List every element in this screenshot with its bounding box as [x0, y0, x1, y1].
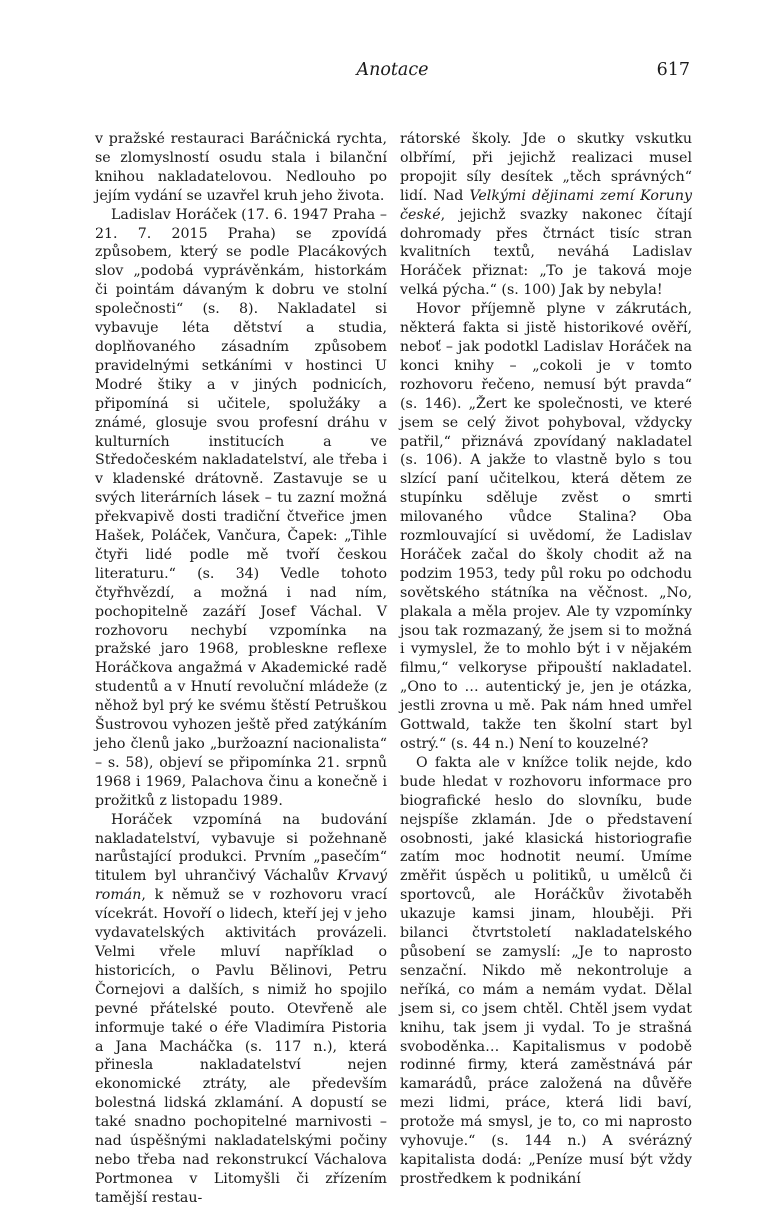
book-title: Krvavý román — [95, 868, 387, 904]
paragraph: v pražské restauraci Baráčnická rychta, se zlomyslností osudu stala i bilanční knihou nakladatelovou. Nedlouho po jejím vydání se uzavřel kruh jeho života. — [95, 131, 387, 204]
text-run: , k němuž se v rozhovoru vrací vícekrát. Hovoří o lidech, kteří jej v jeho vydavatelských aktivitách provázeli. Velmi vřele mluví například o historicích, o Pavlu Bělinovi, Petru Čornejovi a dalších, s nimiž ho spojilo pevné přátelské pouto. Otevřeně ale informuje také o éře Vladimíra Pistoria a Jana Macháčka (s. 117 n.), která přinesla nakladatelství nejen ekonomické ztráty, ale především bolestná lidská zklamání. A dopustí se také snadno pochopitelné marnivosti – nad úspěšnými nakladatelskými počiny nebo třeba nad rekonstrukcí Váchalova Portmonea v Litomyšli či zřízením tamější restau- — [95, 887, 387, 1206]
left-column — [95, 130, 387, 1208]
paragraph — [95, 811, 387, 1208]
text-run: , jejichž svazky nakonec čítají dohromady přes čtrnáct tisíc stran kvalitních textů, neváhá Ladislav Horáček přiznat: „To je taková moje velká pýcha.“ (s. 100) Jak by nebyla! — [400, 206, 692, 299]
paragraph — [400, 130, 692, 300]
page-number: 617 — [656, 60, 690, 80]
book-title: Velkými dějinami zemí Koruny české — [400, 187, 693, 223]
paragraph: Ladislav Horáček (17. 6. 1947 Praha – 21. 7. 2015 Praha) se zpovídá způsobem, který se podle Placákových slov „podobá vyprávěnkám, historkám či pointám dávaným k dobru ve stolní společnosti“ (s. 8). Nakladatel si vybavuje léta dětství a studia, doplňovaného zásadním způsobem pravidelnými setkáními v hostinci U Modré štiky a v jiných podnicích, připomíná si učitele, spolužáky a známé, glosuje svou profesní dráhu v kulturních institucích a ve Středočeském nakladatelství, ale třeba i v kladenské drátovně. Zastavuje se u svých literárních lásek – tu zazní možná překvapivě dosti tradiční čtveřice jmen Hašek, Poláček, Vančura, Čapek: „Tihle čtyři lidé podle mě tvoří českou literaturu.“ (s. 34) Vedle tohoto čtyřhvězdí, a možná i nad ním, pochopitelně zazáří Josef Váchal. V rozhovoru nechybí vzpomínka na pražské jaro 1968, probleskne reflexe Horáčkova angažmá v Akademické radě studentů a v Hnutí revoluční mládeže (z něhož byl prý ke svému štěstí Petruškou Šustrovou vyhozen ještě před zatýkáním jeho členů jako „buržoazní nacionalista“ – s. 58), objeví se připomínka 21. srpnů 1968 i 1969, Palachova činu a konečně i prožitků z listopadu 1989. — [95, 206, 387, 809]
running-title: Anotace — [356, 60, 429, 80]
paragraph: O fakta ale v knížce tolik nejde, kdo bude hledat v rozhovoru informace pro biografické heslo do slovníku, bude nejspíše zklamán. Jde o představení osobnosti, jaké klasická historiografie zatím moc hodnotit neumí. Umíme změřit úspěch u politiků, u umělců či sportovců, ale Horáčkův životaběh ukazuje kamsi jinam, hlouběji. Při bilanci čtvrtstoletí nakladatelského působení se zamyslí: „Je to naprosto senzační. Nikdo mě nekontroluje a neříká, co mám a nemám vydat. Dělal jsem si, co jsem chtěl. Chtěl jsem vydat knihu, tak jsem ji vydal. To je strašná svoboděnka… Kapitalismus v podobě rodinné firmy, která zaměstnává pár kamarádů, práce založená na důvěře mezi lidmi, práce, která lidi baví, protože má smysl, je to, co mi naprosto vyhovuje.“ (s. 144 n.) A svérázný kapitalista dodá: „Peníze musí být vždy prostředkem k podnikání — [400, 754, 692, 1187]
text-run: Horáček vzpomíná na budování nakladatelství, vybavuje si požehnaně narůstající produkci. Prvním „pasečím“ titulem byl uhrančivý Váchalův — [95, 811, 387, 885]
paragraph: Hovor příjemně plyne v zákrutách, některá fakta si jistě historikové ověří, neboť – jak podotkl Ladislav Horáček na konci knihy – „cokoli je v tomto rozhovoru řečeno, nemusí být pravda“ (s. 146). „Žert ke společnosti, ve které jsem se celý život pohyboval, vždycky patřil,“ přiznává zpovídaný nakladatel (s. 106). A jakže to vlastně bylo s tou slzící paní učitelkou, která dětem ze stupínku sděluje zvěst o smrti milovaného vůdce Stalina? Oba rozmlouvající si uvědomí, že Ladislav Horáček začal do školy chodit až na podzim 1953, tedy půl roku po odchodu sovětského státníka na věčnost. „No, plakala a měla projev. Ale ty vzpomínky jsou tak rozmazaný, že jsem si to možná i vymyslel, že to mohlo být i v nějakém filmu,“ velkoryse připouští nakladatel. „Ono to … autentický je, jen je otázka, jestli zrovna u mě. Pak nám hned umřel Gottwald, takže ten školní start byl ostrý.“ (s. 44 n.) Není to kouzelné? — [400, 301, 692, 752]
text-run: rátorské školy. Jde o skutky vskutku olbřímí, při jejichž realizaci musel propojit síly desítek „těch správných“ lidí. Nad — [400, 131, 692, 204]
page-header — [95, 60, 690, 86]
right-column — [400, 130, 692, 1189]
